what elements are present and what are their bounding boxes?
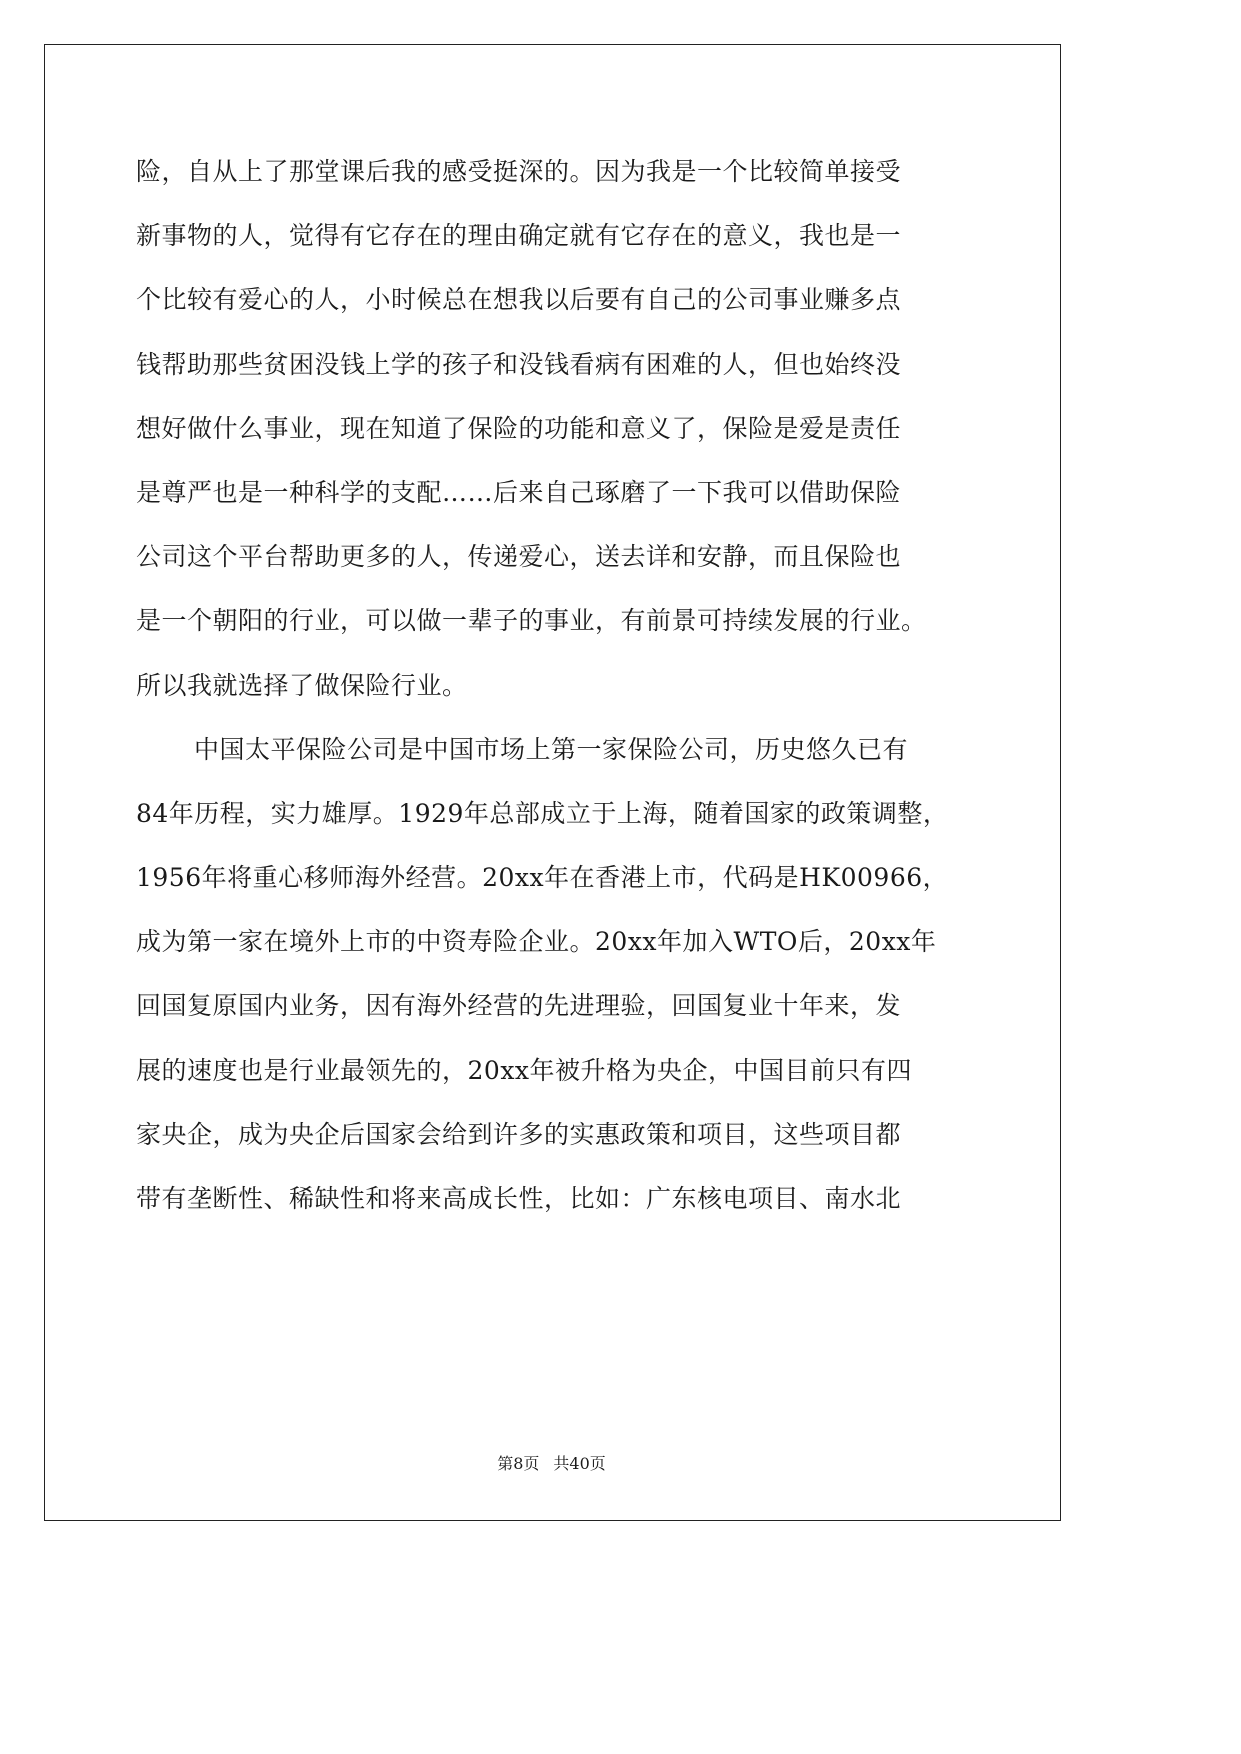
text-line: 钱帮助那些贫困没钱上学的孩子和没钱看病有困难的人，但也始终没 (136, 349, 902, 379)
text-line: 回国复原国内业务，因有海外经营的先进理验，回国复业十年来，发 (136, 991, 902, 1021)
text-line: 是尊严也是一种科学的支配……后来自己琢磨了一下我可以借助保险 (136, 477, 902, 507)
text-line: 1956年将重心移师海外经营。20xx年在香港上市，代码是HK00966， (136, 863, 949, 893)
text-line: 是一个朝阳的行业，可以做一辈子的事业，有前景可持续发展的行业。 (136, 606, 927, 636)
text-line: 展的速度也是行业最领先的，20xx年被升格为央企，中国目前只有四 (136, 1055, 913, 1085)
text-line: 带有垄断性、稀缺性和将来高成长性，比如：广东核电项目、南水北 (136, 1184, 902, 1213)
text-line: 想好做什么事业，现在知道了保险的功能和意义了，保险是爱是责任 (136, 413, 902, 443)
page-number: 第8页 (497, 1454, 540, 1473)
text-line: 84年历程，实力雄厚。1929年总部成立于上海，随着国家的政策调整， (136, 798, 949, 828)
text-line: 公司这个平台帮助更多的人，传递爱心，送去详和安静，而且保险也 (136, 542, 902, 572)
document-body (136, 140, 986, 1231)
page-footer (0, 1452, 1103, 1476)
text-line: 所以我就选择了做保险行业。 (136, 670, 468, 700)
text-line: 个比较有爱心的人，小时候总在想我以后要有自己的公司事业赚多点 (136, 285, 902, 315)
page-total: 共40页 (553, 1454, 606, 1473)
text-line: 险，自从上了那堂课后我的感受挺深的。因为我是一个比较简单接受 (136, 157, 902, 186)
text-line: 成为第一家在境外上市的中资寿险企业。20xx年加入WTO后，20xx年 (136, 927, 937, 957)
paragraph-first-line: 中国太平保险公司是中国市场上第一家保险公司，历史悠久已有 (194, 734, 909, 764)
text-line: 新事物的人，觉得有它存在的理由确定就有它存在的意义，我也是一 (136, 221, 902, 251)
text-line: 家央企，成为央企后国家会给到许多的实惠政策和项目，这些项目都 (136, 1119, 902, 1149)
